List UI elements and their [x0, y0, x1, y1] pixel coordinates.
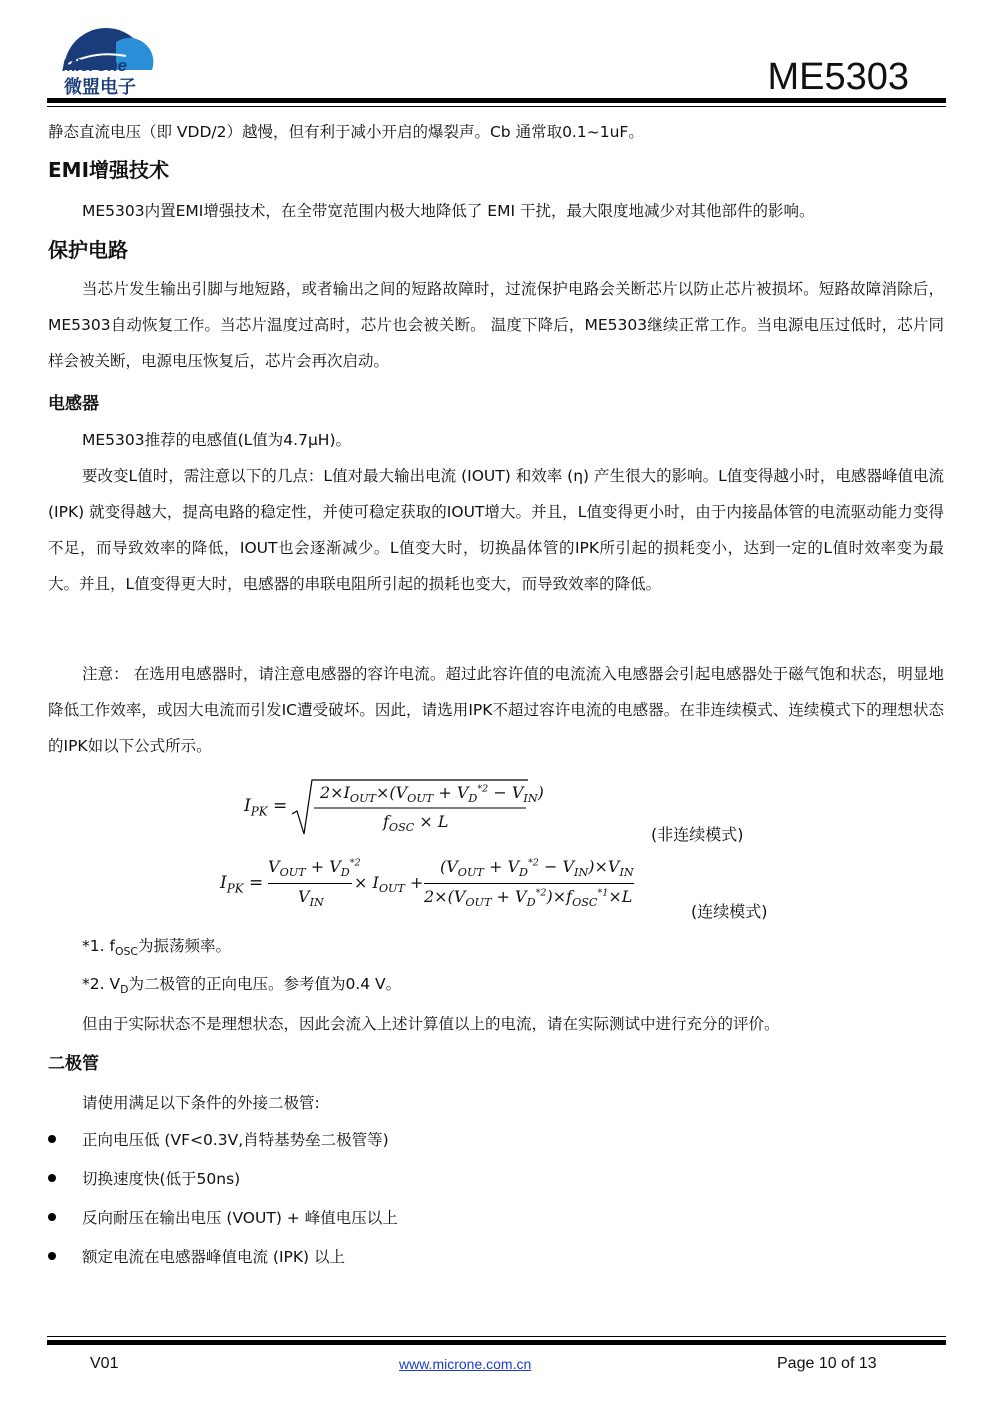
formula-discontinuous: $I_{PK}$ = $2\times I_{OUT}\times(V_{OUT} + V_D^{*2} - V_{IN})$ $f_{OSC} \times L$: [240, 778, 540, 838]
footer-version: V01: [90, 1355, 119, 1372]
logo-text-en: MicrOne: [62, 56, 127, 75]
list-item: 反向耐压在输出电压 (VOUT) + 峰值电压以上: [48, 1203, 398, 1233]
protection-heading: 保护电路: [48, 238, 128, 262]
emi-heading: EMI增强技术: [48, 158, 170, 182]
formula-continuous: $I_{PK}$ = $V_{OUT} + V_D^{*2}$ $V_{IN}$ × $I_{OUT}$ + $(V_{OUT} + V_D^{*2} - V_{IN})\times V_{IN}$ $2\times(V_{OUT} + V_D^{*2})\times f_{OSC}^{*1}\times L$: [220, 857, 634, 910]
diode-heading: 二极管: [48, 1054, 99, 1074]
diode-intro: 请使用满足以下条件的外接二极管:: [82, 1094, 320, 1112]
intro-paragraph: 静态直流电压（即 VDD/2）越慢，但有利于减小开启的爆裂声。Cb 通常取0.1~1uF。: [48, 123, 644, 141]
formula-continuous-label: (连续模式): [691, 902, 768, 921]
note-2: *2. $V_D$为二极管的正向电压。参考值为0.4 V。: [82, 975, 402, 997]
bullet-icon: [48, 1135, 56, 1143]
list-item: 额定电流在电感器峰值电流 (IPK) 以上: [48, 1242, 345, 1272]
footer-page-number: Page 10 of 13: [777, 1355, 877, 1372]
inductor-paragraph-4: 但由于实际状态不是理想状态，因此会流入上述计算值以上的电流，请在实际测试中进行充分的评价。: [82, 1015, 780, 1033]
bullet-icon: [48, 1252, 56, 1260]
formula-discontinuous-label: (非连续模式): [651, 825, 744, 844]
header-rule-thin: [47, 106, 946, 107]
footer-rule-thin: [47, 1336, 946, 1337]
list-item: 正向电压低 (VF<0.3V,肖特基势垒二极管等): [48, 1125, 389, 1155]
inductor-heading: 电感器: [48, 394, 99, 414]
footer-rule-thick: [47, 1340, 946, 1345]
list-item: 切换速度快(低于50ns): [48, 1164, 240, 1194]
logo-text-cn: 微盟电子: [64, 77, 136, 98]
bullet-icon: [48, 1213, 56, 1221]
inductor-paragraph-3: 注意： 在选用电感器时，请注意电感器的容许电流。超过此容许值的电流流入电感器会引起电感器处于磁气饱和状态，明显地降低工作效率，或因大电流而引发IC遭受破坏。因此，请选用IPK不超过容许电流的电感器。在非连续模式、连续模式下的理想状态的IPK如以下公式所示。: [48, 665, 944, 755]
header-rule-thick: [47, 98, 946, 103]
document-title: ME5303: [767, 56, 909, 98]
company-logo: [56, 20, 156, 100]
footer-url[interactable]: www.microne.com.cn: [399, 1356, 532, 1372]
protection-paragraph: 当芯片发生输出引脚与地短路，或者输出之间的短路故障时，过流保护电路会关断芯片以防止芯片被损坏。短路故障消除后，ME5303自动恢复工作。当芯片温度过高时，芯片也会被关断。 温度下降后，ME5303继续正常工作。当电源电压过低时，芯片同样会被关断，电源电压恢复后，芯片会再次启动。: [48, 280, 944, 370]
note-1: *1. $f_{OSC}$为振荡频率。: [82, 937, 231, 959]
inductor-paragraph-2: 要改变L值时，需注意以下的几点：L值对最大输出电流 (IOUT) 和效率 (η) 产生很大的影响。L值变得越小时，电感器峰值电流 (IPK) 就变得越大，提高电路的稳定性，并使可稳定获取的IOUT增大。并且，L值变得更小时，由于内接晶体管的电流驱动能力变得不足，而导致效率的降低，IOUT也会逐渐减少。L值变大时，切换晶体管的IPK所引起的损耗变小，达到一定的L值时效率变为最大。并且，L值变得更大时，电感器的串联电阻所引起的损耗也变大，而导致效率的降低。: [48, 467, 944, 593]
inductor-paragraph-1: ME5303推荐的电感值(L值为4.7µH)。: [82, 431, 352, 449]
emi-paragraph: ME5303内置EMI增强技术，在全带宽范围内极大地降低了 EMI 干扰，最大限度地减少对其他部件的影响。: [82, 202, 815, 220]
bullet-icon: [48, 1174, 56, 1182]
